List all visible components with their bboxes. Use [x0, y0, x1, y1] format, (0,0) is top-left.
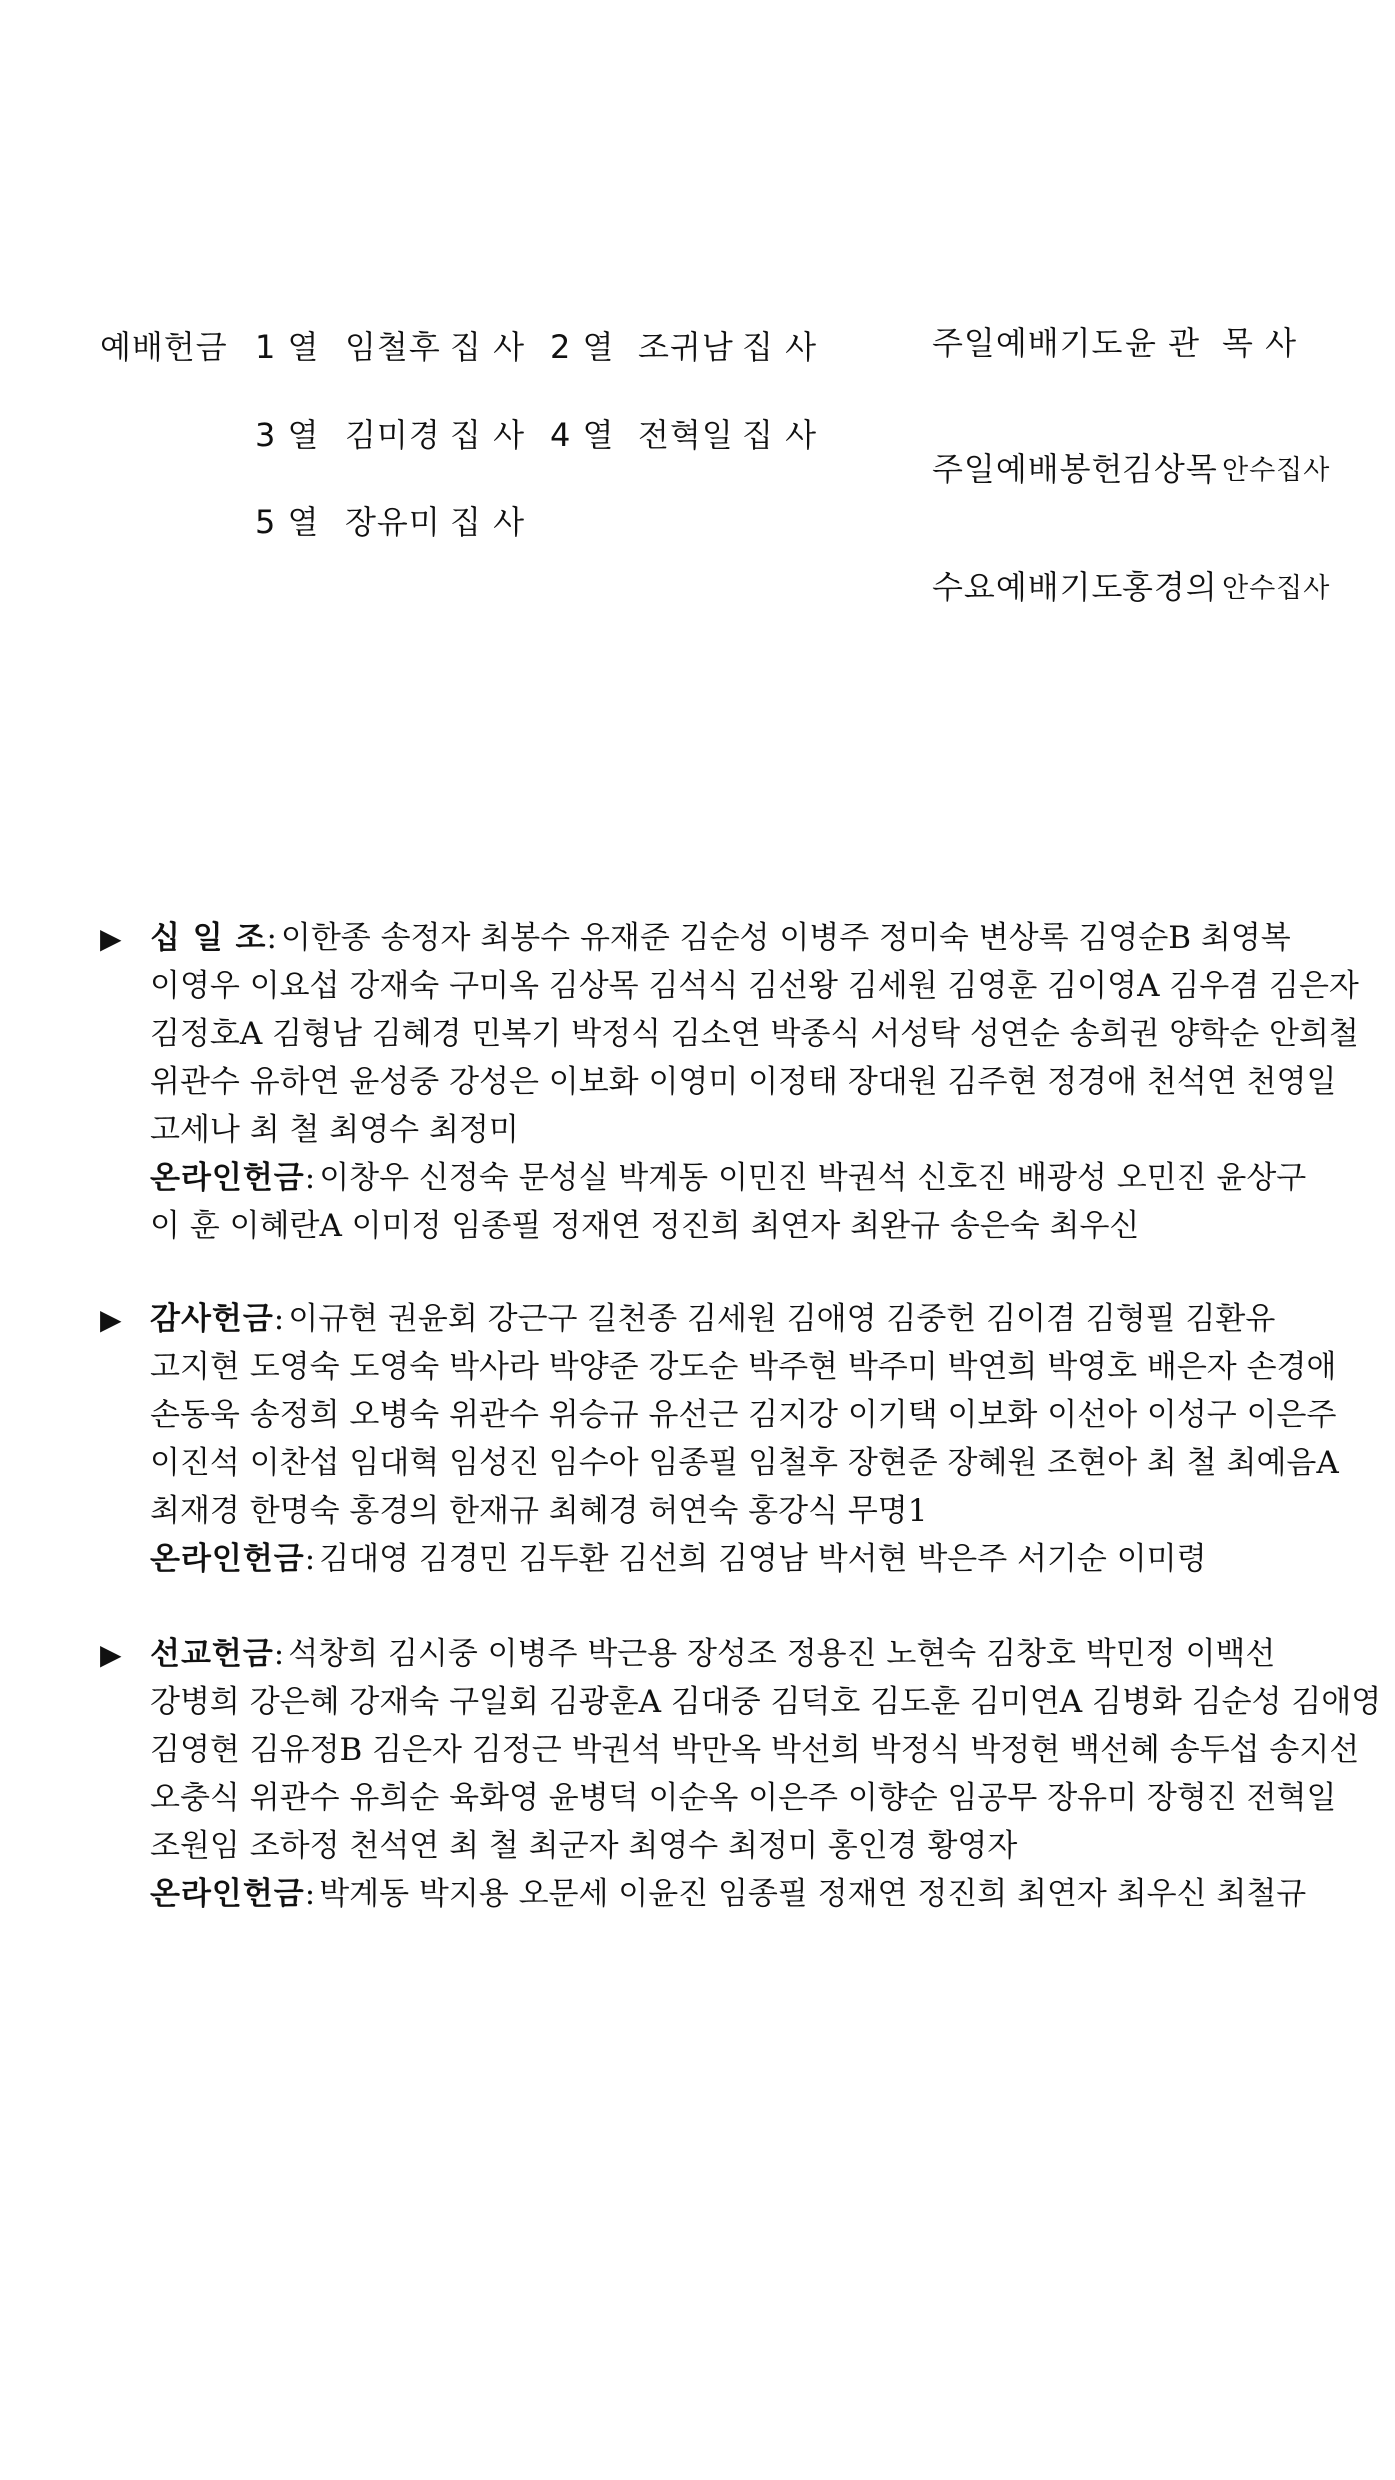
name-list-line: 이한종 송정자 최봉수 유재준 김순성 이병주 정미숙 변상록 김영순B 최영복 [280, 920, 1291, 956]
section-header-line [100, 1295, 1339, 1343]
name-list-line: 석창희 김시중 이병주 박근용 장성조 정용진 노현숙 김창호 박민정 이백선 [288, 1636, 1276, 1672]
section-header-line [100, 1630, 1381, 1678]
section-label: 감사헌금 [150, 1301, 274, 1337]
section-thanksgiving [100, 1295, 1339, 1583]
name-list-line: 이영우 이요섭 강재숙 구미옥 김상목 김석식 김선왕 김세원 김영훈 김이영A 김우겸 김은자 [150, 968, 1359, 1004]
arrow-icon: ▶ [100, 1303, 122, 1336]
name-list-line: 김대영 김경민 김두환 김선희 김영남 박서현 박은주 서기순 이미령 [319, 1541, 1207, 1577]
row-name: 김미경 [345, 416, 441, 454]
row-col: 4 열 [550, 416, 615, 454]
colon: : [273, 1636, 285, 1672]
duty-role: 주일예배봉헌 [932, 450, 1124, 488]
online-label: 온라인헌금 [150, 1160, 305, 1196]
section-label: 십 일 조 [150, 920, 267, 956]
row-title: 집 사 [450, 328, 525, 366]
duty-name: 김상목 [1122, 450, 1218, 488]
row-name: 전혁일 [638, 416, 734, 454]
colon: : [304, 1160, 316, 1196]
section-missions [100, 1630, 1381, 1918]
colon: : [304, 1541, 316, 1577]
row-title: 집 사 [450, 503, 525, 541]
row-col: 3 열 [255, 416, 320, 454]
name-list-line: 이규현 권윤회 강근구 길천종 김세원 김애영 김중헌 김이겸 김형필 김환유 [288, 1301, 1276, 1337]
section-label: 선교헌금 [150, 1636, 274, 1672]
name-list-line: 박계동 박지용 오문세 이윤진 임종필 정재연 정진희 최연자 최우신 최철규 [319, 1876, 1307, 1912]
online-line [100, 1535, 1339, 1583]
name-list-line: 김정호A 김형남 김혜경 민복기 박정식 김소연 박종식 서성탁 성연순 송희권 양학순 안희철 [150, 1016, 1359, 1052]
name-list-line: 오충식 위관수 유희순 육화영 윤병덕 이순옥 이은주 이향순 임공무 장유미 장형진 전혁일 [150, 1780, 1337, 1816]
duty-name: 홍경의 [1122, 568, 1218, 606]
name-list-line: 위관수 유하연 윤성중 강성은 이보화 이영미 이정태 장대원 김주현 정경애 천석연 천영일 [150, 1064, 1337, 1100]
name-list-line: 강병희 강은혜 강재숙 구일회 김광훈A 김대중 김덕호 김도훈 김미연A 김병화 김순성 김애영 [150, 1684, 1382, 1720]
duty-title: 안수집사 [1222, 455, 1331, 486]
name-list-line: 김영현 김유정B 김은자 김정근 박권석 박만옥 박선희 박정식 박정현 백선혜 송두섭 송지선 [150, 1732, 1360, 1768]
name-list-line: 고지현 도영숙 도영숙 박사라 박양준 강도순 박주현 박주미 박연희 박영호 배은자 손경애 [150, 1349, 1337, 1385]
row-name: 조귀남 [638, 328, 734, 366]
name-list-line: 이 훈 이혜란A 이미정 임종필 정재연 정진희 최연자 최완규 송은숙 최우신 [150, 1208, 1140, 1244]
row-col: 5 열 [255, 503, 320, 541]
section-header-line [100, 914, 1359, 962]
name-list-line: 손동욱 송정희 오병숙 위관수 위승규 유선근 김지강 이기택 이보화 이선아 이성구 이은주 [150, 1397, 1337, 1433]
row-col: 2 열 [550, 328, 615, 366]
name-list-line: 조원임 조하정 천석연 최 철 최군자 최영수 최정미 홍인경 황영자 [150, 1828, 1018, 1864]
name-list-line: 고세나 최 철 최영수 최정미 [150, 1112, 519, 1148]
row-title: 집 사 [742, 416, 817, 454]
duty-title: 목 사 [1222, 324, 1297, 362]
online-label: 온라인헌금 [150, 1876, 305, 1912]
colon: : [304, 1876, 316, 1912]
row-title: 집 사 [450, 416, 525, 454]
section-tithe [100, 914, 1359, 1250]
row-title: 집 사 [742, 328, 817, 366]
name-list-line: 이진석 이찬섭 임대혁 임성진 임수아 임종필 임철후 장현준 장혜원 조현아 최 철 최예음A [150, 1445, 1339, 1481]
name-list-line: 이창우 신정숙 문성실 박계동 이민진 박권석 신호진 배광성 오민진 윤상구 [319, 1160, 1307, 1196]
arrow-icon: ▶ [100, 1638, 122, 1671]
online-line [100, 1154, 1359, 1202]
name-list-line: 최재경 한명숙 홍경의 한재규 최혜경 허연숙 홍강식 무명1 [150, 1493, 928, 1529]
row-col: 1 열 [255, 328, 320, 366]
offering-label: 예배헌금 [100, 328, 228, 366]
arrow-icon: ▶ [100, 922, 122, 955]
duty-role: 주일예배기도 [932, 324, 1124, 362]
online-line [100, 1870, 1381, 1918]
duty-role: 수요예배기도 [932, 568, 1124, 606]
online-label: 온라인헌금 [150, 1541, 305, 1577]
colon: : [266, 920, 277, 956]
duty-name: 윤 관 [1125, 324, 1200, 362]
colon: : [273, 1301, 285, 1337]
row-name: 장유미 [345, 503, 441, 541]
row-name: 임철후 [345, 328, 441, 366]
duty-title: 안수집사 [1222, 573, 1331, 604]
